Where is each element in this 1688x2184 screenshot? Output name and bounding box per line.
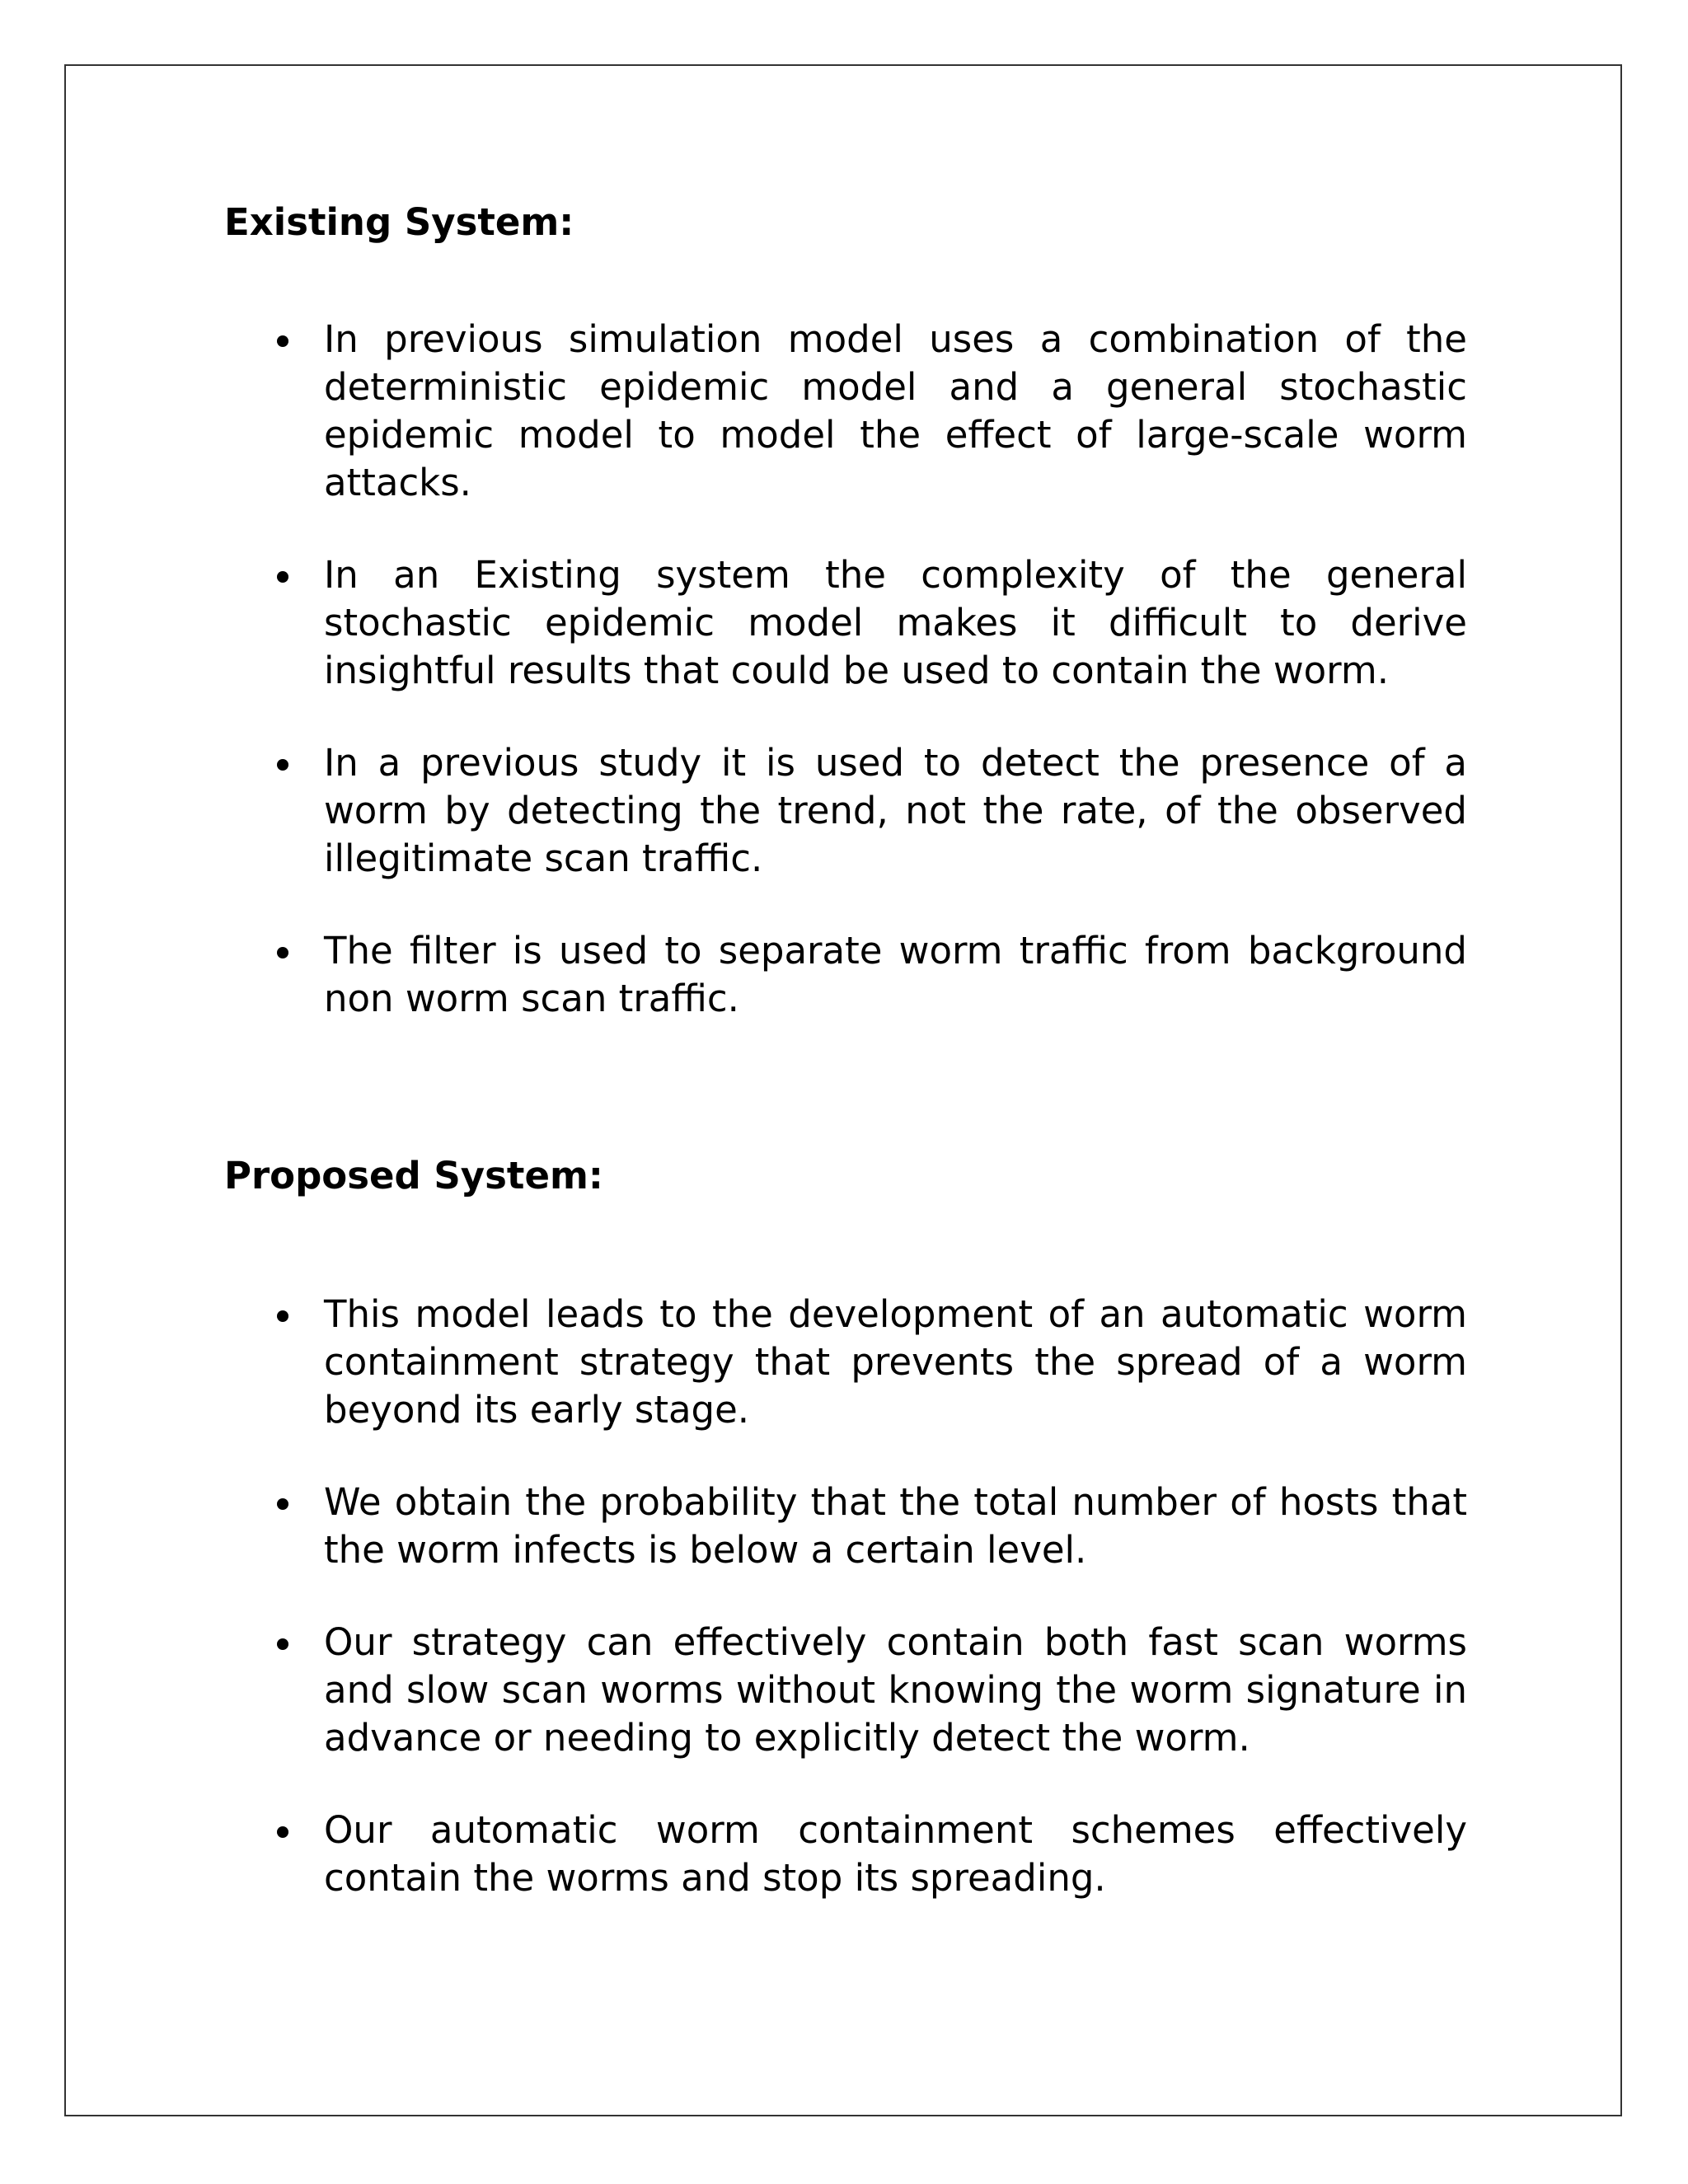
bullet-icon: [277, 571, 288, 583]
list-item: [272, 1291, 1467, 1434]
list-item: [272, 551, 1467, 695]
existing-system-heading: Existing System:: [224, 200, 574, 244]
list-item-text: In an Existing system the complexity of the general stochastic epidemic model makes it difficult to derive insightful results that could be used to contain the worm.: [324, 553, 1467, 692]
bullet-icon: [277, 1638, 288, 1650]
existing-system-list: [272, 316, 1467, 1067]
list-item: [272, 1807, 1467, 1902]
list-item: [272, 1479, 1467, 1574]
list-item-text: Our automatic worm containment schemes effectively contain the worms and stop its spreading.: [324, 1808, 1467, 1900]
list-item: [272, 1619, 1467, 1762]
list-item: [272, 739, 1467, 883]
bullet-icon: [277, 335, 288, 347]
bullet-icon: [277, 1498, 288, 1510]
list-item-text: Our strategy can effectively contain both fast scan worms and slow scan worms without knowing the worm signature in advance or needing to explicitly detect the worm.: [324, 1620, 1467, 1760]
bullet-icon: [277, 1826, 288, 1838]
list-item-text: In previous simulation model uses a combination of the deterministic epidemic model and a general stochastic epidemic model to model the effect of large-scale worm attacks.: [324, 317, 1467, 504]
list-item-text: This model leads to the development of an automatic worm containment strategy that prevents the spread of a worm beyond its early stage.: [324, 1292, 1467, 1432]
bullet-icon: [277, 759, 288, 771]
proposed-system-list: [272, 1291, 1467, 1947]
proposed-system-heading: Proposed System:: [224, 1154, 603, 1197]
list-item: [272, 316, 1467, 507]
list-item-text: In a previous study it is used to detect the presence of a worm by detecting the trend, not the rate, of the observed illegitimate scan traffic.: [324, 741, 1467, 880]
list-item-text: The filter is used to separate worm traffic from background non worm scan traffic.: [324, 929, 1467, 1020]
bullet-icon: [277, 947, 288, 958]
bullet-icon: [277, 1310, 288, 1322]
list-item: [272, 927, 1467, 1023]
list-item-text: We obtain the probability that the total number of hosts that the worm infects is below a certain level.: [324, 1480, 1467, 1572]
